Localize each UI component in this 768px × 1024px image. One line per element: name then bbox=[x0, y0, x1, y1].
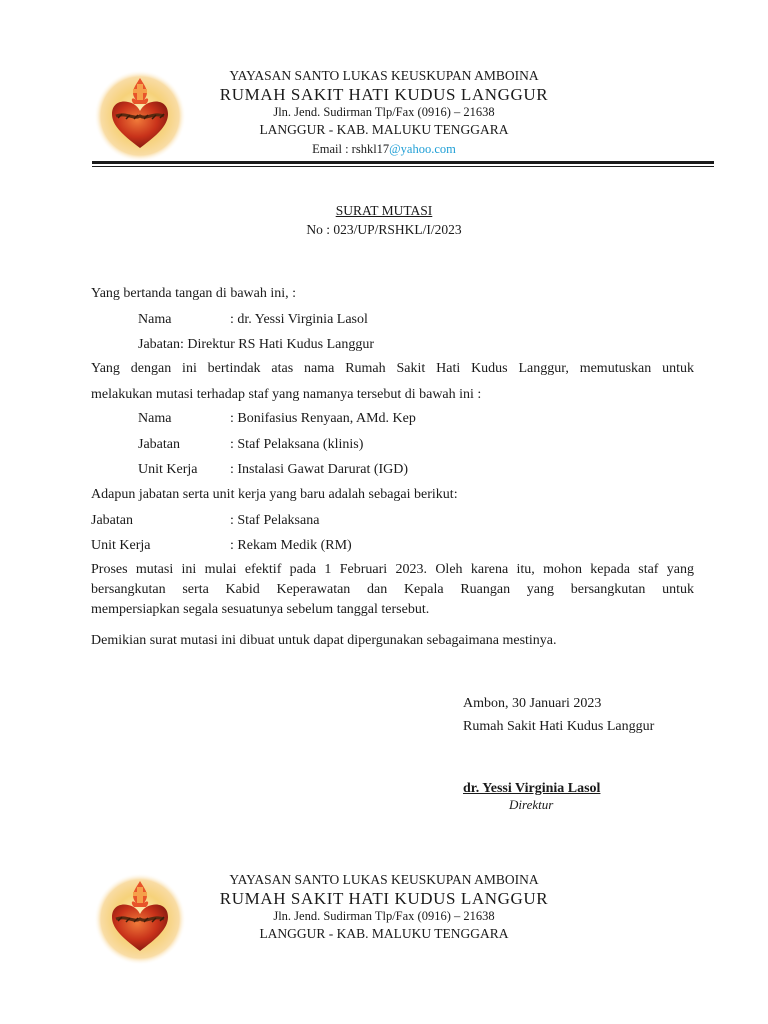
signer-name-value: : dr. Yessi Virginia Lasol bbox=[230, 312, 368, 327]
new-position-label: Jabatan bbox=[91, 513, 133, 528]
staff-name-value: : Bonifasius Renyaan, AMd. Kep bbox=[230, 411, 416, 426]
header-hospital-name: RUMAH SAKIT HATI KUDUS LANGGUR bbox=[219, 85, 549, 104]
signer-signature-name: dr. Yessi Virginia Lasol bbox=[463, 781, 601, 796]
process-line-3: mempersiapkan segala sesuatunya sebelum tanggal tersebut. bbox=[91, 602, 430, 617]
footer-city: LANGGUR - KAB. MALUKU TENGGARA bbox=[259, 926, 509, 941]
header-email bbox=[0, 142, 768, 157]
process-line-2: bersangkutan serta Kabid Keperawatan dan Kepala Ruangan yang bersangkutan untuk bbox=[91, 582, 694, 597]
decision-line-2: melakukan mutasi terhadap staf yang namanya tersebut di bawah ini : bbox=[91, 387, 482, 402]
header-foundation: YAYASAN SANTO LUKAS KEUSKUPAN AMBOINA bbox=[229, 68, 539, 83]
signer-position: Jabatan: Direktur RS Hati Kudus Langgur bbox=[138, 337, 375, 352]
new-unit-value: : Rekam Medik (RM) bbox=[230, 538, 352, 553]
new-position-value: : Staf Pelaksana bbox=[230, 513, 320, 528]
signing-institution: Rumah Sakit Hati Kudus Langgur bbox=[463, 719, 655, 734]
new-assignment-intro: Adapun jabatan serta unit kerja yang baru adalah sebagai berikut: bbox=[91, 487, 458, 502]
email-prefix: Email : rshkl17 bbox=[312, 142, 390, 156]
header-city: LANGGUR - KAB. MALUKU TENGGARA bbox=[259, 122, 509, 137]
staff-name-label: Nama bbox=[138, 411, 172, 426]
staff-unit-label: Unit Kerja bbox=[138, 462, 198, 477]
header-address: Jln. Jend. Sudirman Tlp/Fax (0916) – 21638 bbox=[273, 105, 495, 119]
signer-signature-title: Direktur bbox=[509, 797, 554, 812]
email-domain-link[interactable]: @yahoo.com bbox=[389, 142, 456, 156]
signer-name-label: Nama bbox=[138, 312, 172, 327]
staff-position-value: : Staf Pelaksana (klinis) bbox=[230, 437, 364, 452]
new-unit-label: Unit Kerja bbox=[91, 538, 151, 553]
footer-foundation: YAYASAN SANTO LUKAS KEUSKUPAN AMBOINA bbox=[229, 872, 539, 887]
opening-line: Yang bertanda tangan di bawah ini, : bbox=[91, 286, 297, 301]
closing-line: Demikian surat mutasi ini dibuat untuk dapat dipergunakan sebagaimana mestinya. bbox=[91, 633, 557, 648]
staff-position-label: Jabatan bbox=[138, 437, 180, 452]
header-divider-thin bbox=[92, 166, 714, 167]
staff-unit-value: : Instalasi Gawat Darurat (IGD) bbox=[230, 462, 409, 477]
footer-hospital-name: RUMAH SAKIT HATI KUDUS LANGGUR bbox=[219, 889, 549, 908]
footer-address: Jln. Jend. Sudirman Tlp/Fax (0916) – 21638 bbox=[273, 909, 495, 923]
header-divider-thick bbox=[92, 161, 714, 164]
process-line-1: Proses mutasi ini mulai efektif pada 1 Februari 2023. Oleh karena itu, mohon kepada staf yang bbox=[91, 562, 694, 577]
place-date: Ambon, 30 Januari 2023 bbox=[463, 696, 602, 711]
decision-line-1: Yang dengan ini bertindak atas nama Rumah Sakit Hati Kudus Langgur, memutuskan untuk bbox=[91, 361, 694, 376]
letter-title: SURAT MUTASI bbox=[335, 203, 433, 218]
letter-number: No : 023/UP/RSHKL/I/2023 bbox=[306, 222, 462, 237]
